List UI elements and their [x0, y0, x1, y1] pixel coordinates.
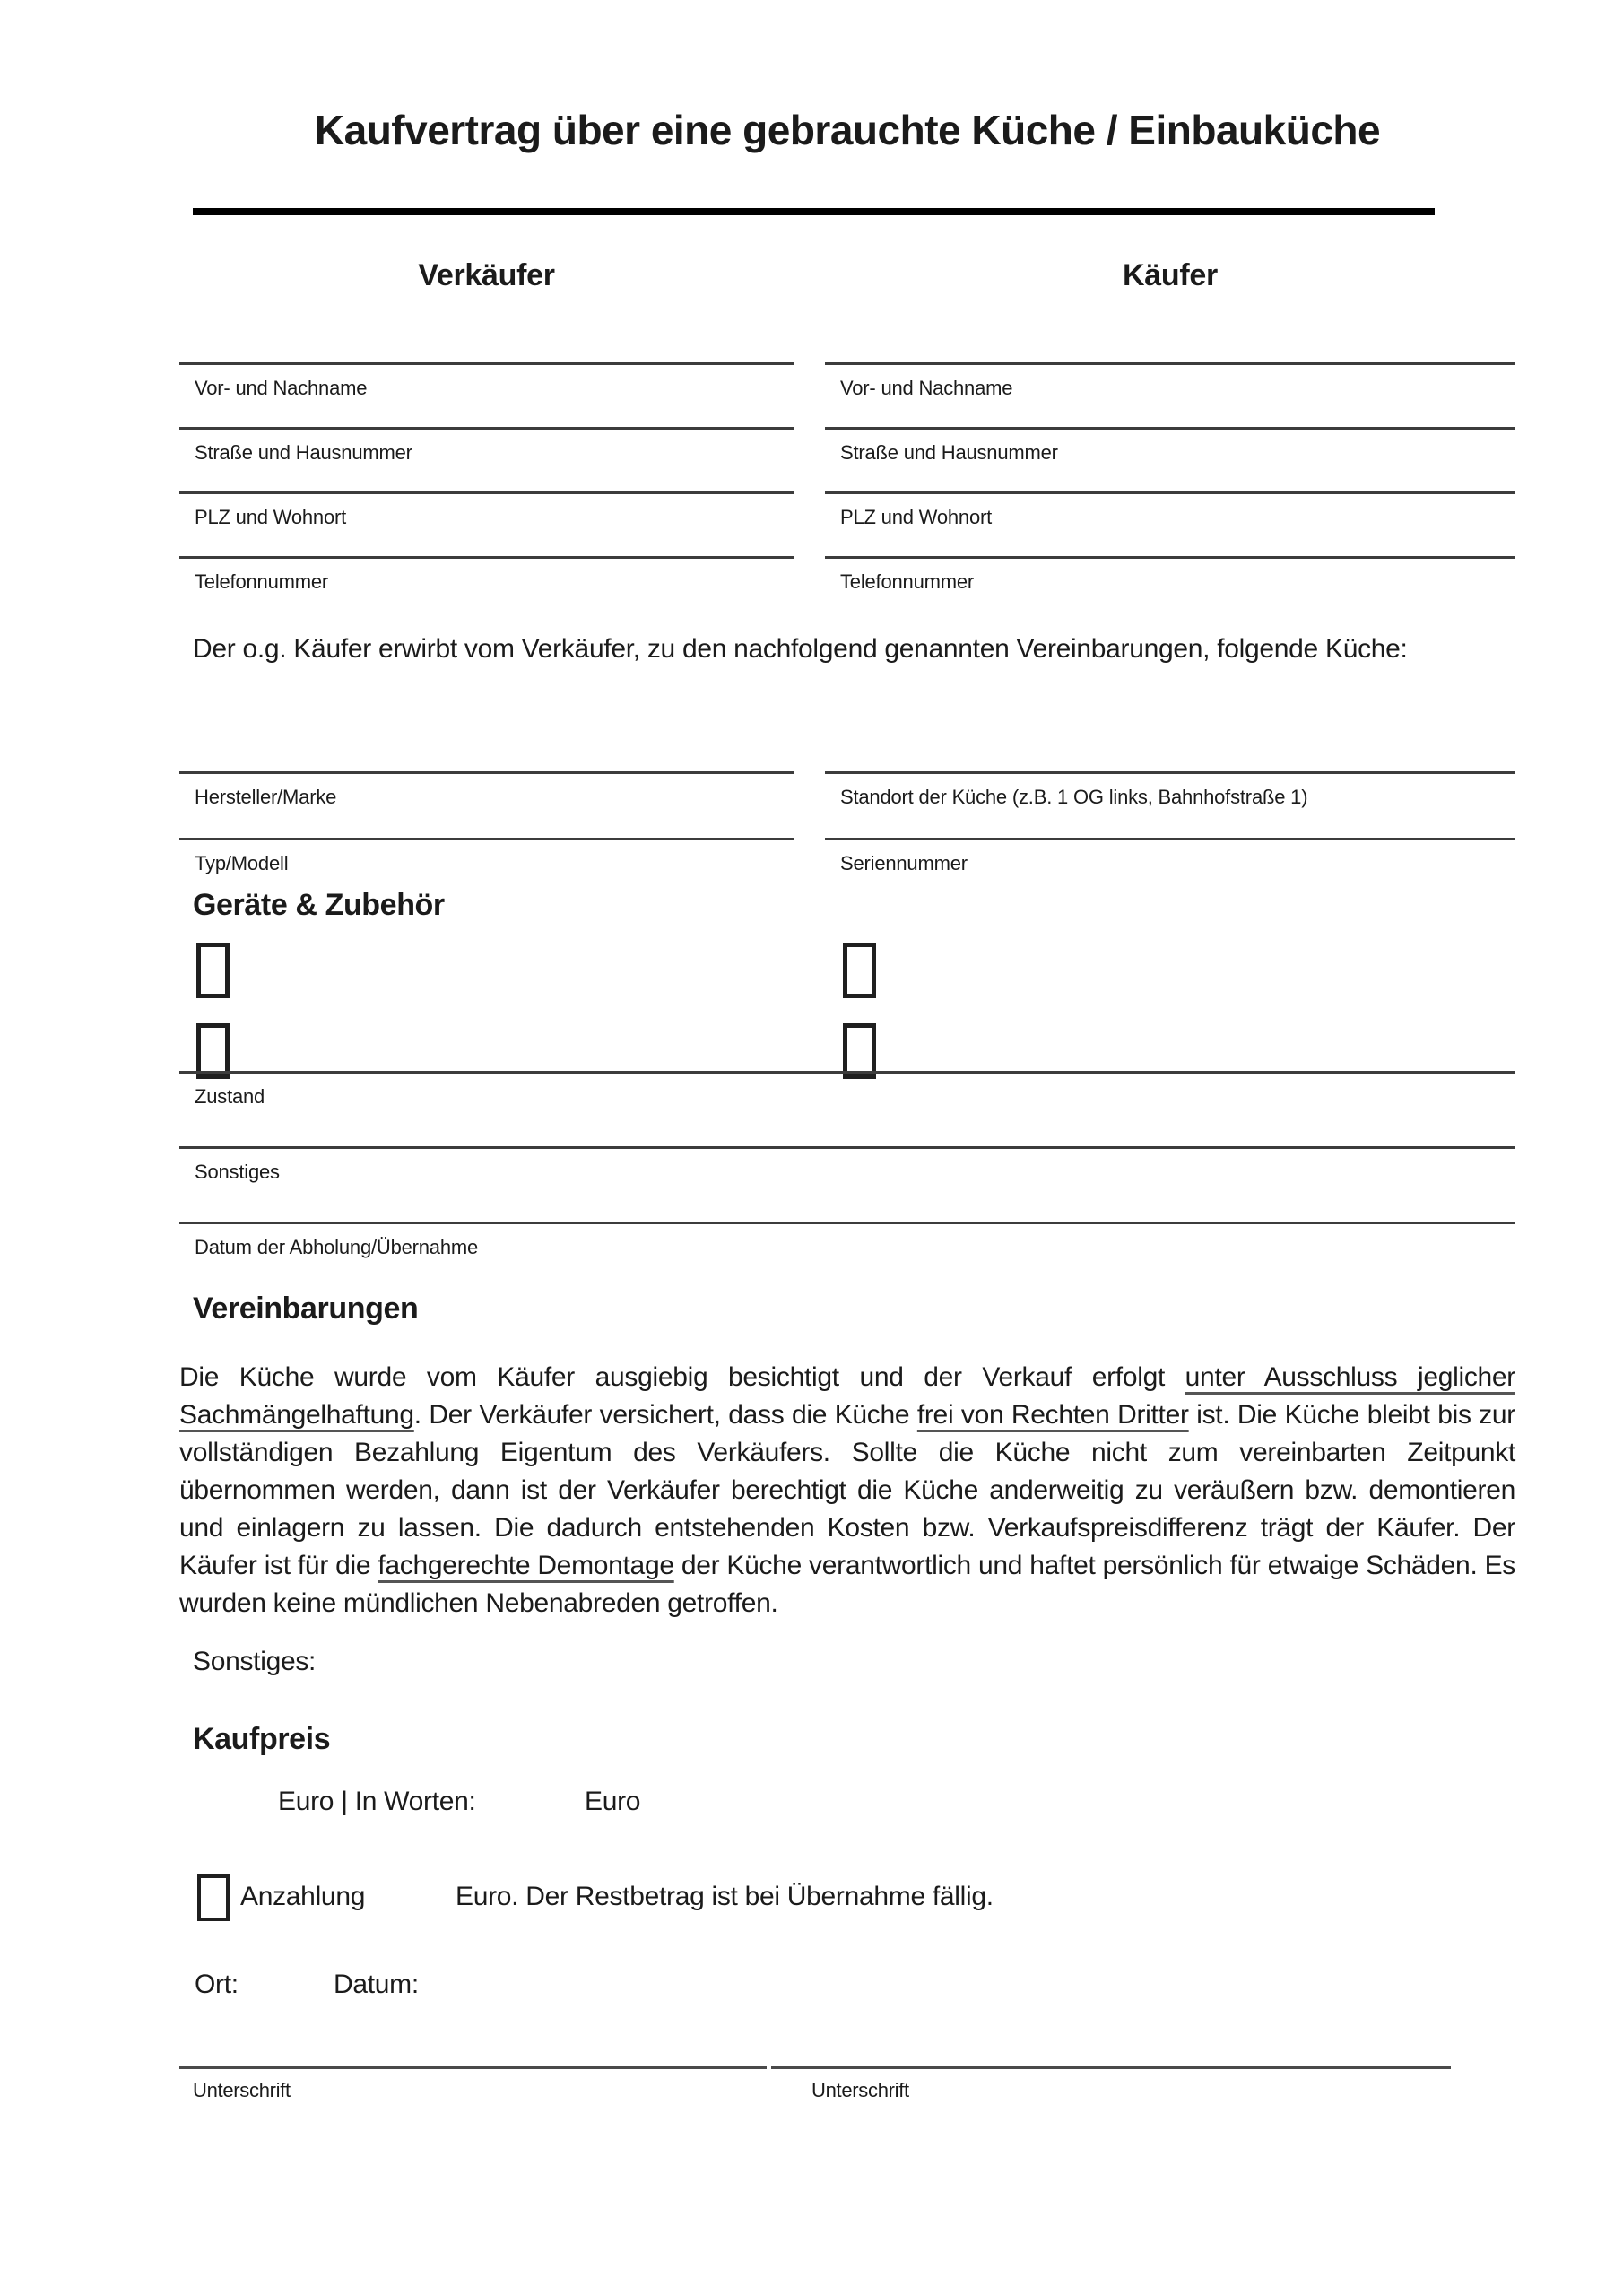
field-label: Standort der Küche (z.B. 1 OG links, Bahnhofstraße 1): [840, 786, 1308, 808]
deposit-text: Euro. Der Restbetrag ist bei Übernahme fällig.: [456, 1882, 994, 1911]
field-label: Seriennummer: [840, 852, 968, 874]
field-label: Sonstiges: [195, 1161, 280, 1183]
page-title: Kaufvertrag über eine gebrauchte Küche / Einbauküche: [314, 107, 1381, 153]
agreements-heading: Vereinbarungen: [193, 1292, 419, 1326]
field-label: Vor- und Nachname: [840, 377, 1013, 399]
buyer-phone-field: [825, 556, 1515, 594]
agreements-text: der Küche verantwortlich und haftet persönlich für etwaige Schäden. Es wurden keine mündlichen Nebenabreden getroffen.: [179, 1551, 1515, 1618]
field-label: Typ/Modell: [195, 852, 289, 874]
condition-field: [179, 1071, 1515, 1109]
signature-label: Unterschrift: [193, 2079, 291, 2101]
seller-street-field: [179, 427, 794, 465]
signature-label: Unterschrift: [812, 2079, 909, 2101]
intro-paragraph: Der o.g. Käufer erwirbt vom Verkäufer, zu den nachfolgend genannten Vereinbarungen, folgende Küche:: [193, 634, 1408, 664]
agreements-underlined-text: unter Ausschluss jeglicher Sachmängelhaftung: [179, 1362, 1515, 1430]
seller-phone-field: [179, 556, 794, 594]
field-label: Telefonnummer: [840, 570, 975, 593]
seller-city-field: [179, 491, 794, 529]
field-label: Hersteller/Marke: [195, 786, 337, 808]
buyer-street-field: [825, 427, 1515, 465]
agreements-underlined-text: frei von Rechten Dritter: [916, 1400, 1189, 1430]
field-label: PLZ und Wohnort: [195, 506, 347, 528]
buyer-header: Käufer: [1123, 258, 1218, 292]
field-label: Zustand: [195, 1085, 265, 1108]
deposit-label: Anzahlung: [240, 1882, 366, 1911]
agreements-text: ist. Die Küche bleibt bis zur vollständigen Bezahlung Eigentum des Verkäufers. Sollte die Küche nicht zum vereinbarten Zeitpunkt übernommen werden, dann ist der Verkäufer berechtigt die Küche anderweitig zu veräußern bzw. demontieren und einlagern zu lassen. Die dadurch entstehenden Kosten bzw. Verkaufspreisdifferenz trägt der Käufer. Der Käufer ist für die: [179, 1400, 1515, 1580]
buyer-name-field: [825, 362, 1515, 400]
field-label: Vor- und Nachname: [195, 377, 368, 399]
checkbox-device-3[interactable]: [843, 943, 876, 998]
checkbox-deposit[interactable]: [197, 1874, 230, 1921]
sonstiges-label: Sonstiges:: [193, 1647, 317, 1676]
title-divider: [193, 208, 1435, 215]
field-label: Straße und Hausnummer: [195, 441, 412, 464]
field-label: Datum der Abholung/Übernahme: [195, 1236, 479, 1258]
field-label: PLZ und Wohnort: [840, 506, 993, 528]
agreements-underlined-text: fachgerechte Demontage: [378, 1551, 674, 1580]
price-heading: Kaufpreis: [193, 1722, 331, 1756]
seller-signature-line: [179, 2066, 767, 2069]
checkbox-device-1[interactable]: [196, 943, 230, 998]
pickup-date-field: [179, 1222, 1515, 1259]
agreements-text: . Der Verkäufer versichert, dass die Küche: [413, 1400, 917, 1430]
model-field: [179, 838, 794, 875]
buyer-city-field: [825, 491, 1515, 529]
date-label: Datum:: [334, 1970, 419, 1999]
place-label: Ort:: [195, 1970, 239, 1999]
buyer-signature-line: [771, 2066, 1451, 2069]
field-label: Telefonnummer: [195, 570, 329, 593]
serial-field: [825, 838, 1515, 875]
agreements-text: Die Küche wurde vom Käufer ausgiebig besichtigt und der Verkauf erfolgt: [179, 1362, 1185, 1392]
location-field: [825, 771, 1515, 809]
euro-label: Euro: [585, 1787, 641, 1816]
devices-heading: Geräte & Zubehör: [193, 888, 445, 922]
agreements-paragraph: [179, 1359, 1515, 1622]
field-label: Straße und Hausnummer: [840, 441, 1058, 464]
seller-header: Verkäufer: [418, 258, 555, 292]
seller-name-field: [179, 362, 794, 400]
other-field: [179, 1146, 1515, 1184]
manufacturer-field: [179, 771, 794, 809]
euro-in-words-label: Euro | In Worten:: [278, 1787, 476, 1816]
